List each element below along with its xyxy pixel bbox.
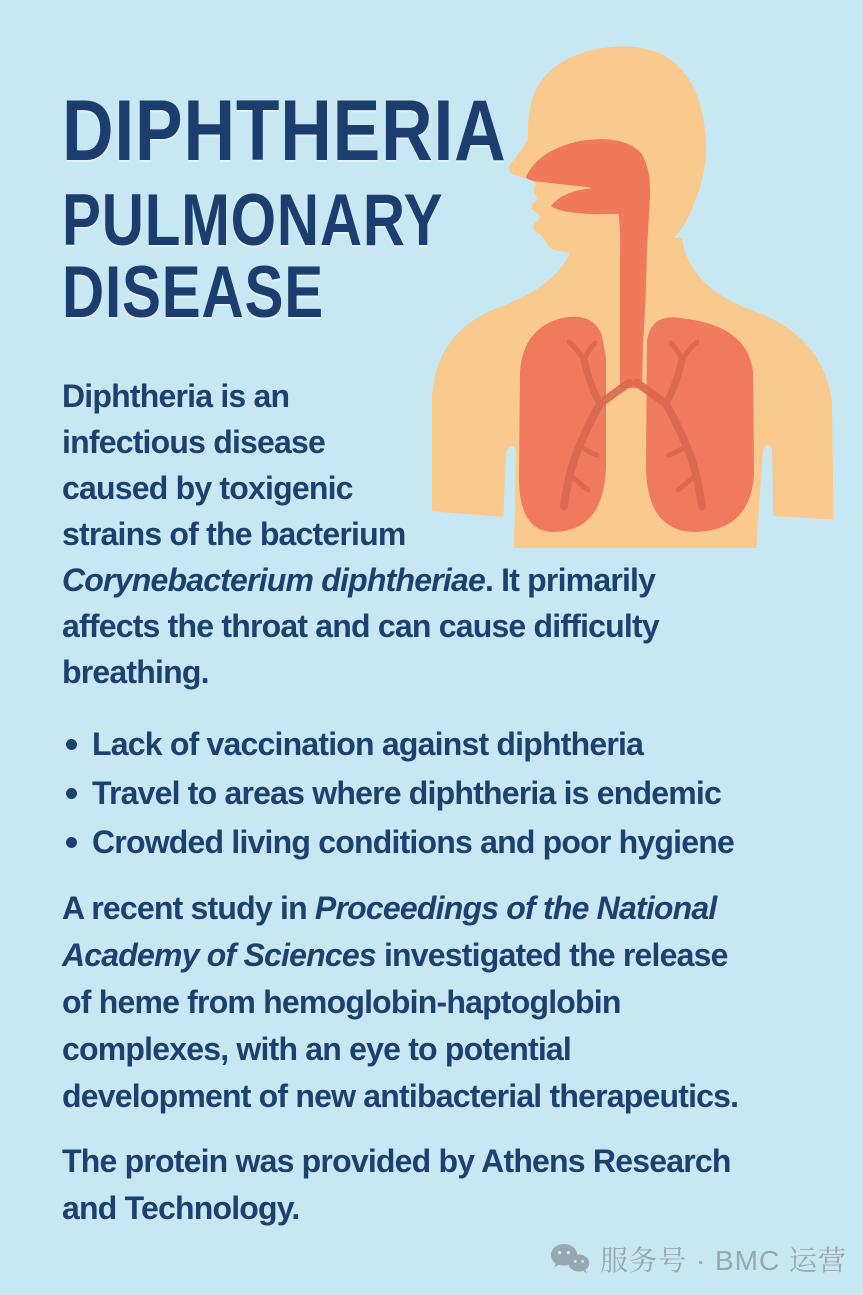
credit-paragraph [62,1138,731,1232]
subtitle-line-1: PULMONARY [62,180,444,261]
study-line: Academy of Sciences investigated the release [62,937,728,973]
study-line: complexes, with an eye to potential [62,1031,572,1067]
intro-line: caused by toxigenic [62,470,353,506]
credit-line: and Technology. [62,1190,300,1226]
study-paragraph [62,885,738,1120]
credit-line: The protein was provided by Athens Research [62,1143,731,1179]
intro-line: breathing. [62,654,209,690]
intro-line: Corynebacterium diphtheriae. It primarily [62,562,656,598]
bullet-icon [66,837,77,848]
list-item: Travel to areas where diphtheria is endemic [62,769,734,818]
study-line: of heme from hemoglobin-haptoglobin [62,984,621,1020]
study-line: development of new antibacterial therapeutics. [62,1078,739,1114]
watermark [550,1238,847,1280]
bullet-icon [66,739,77,750]
journal-name: Academy of Sciences [62,937,376,973]
species-name: Corynebacterium diphtheriae [62,562,485,598]
intro-line: infectious disease [62,424,326,460]
subtitle-line-2: DISEASE [62,252,324,333]
intro-line: strains of the bacterium [62,516,406,552]
wechat-icon [550,1242,590,1276]
list-item: Lack of vaccination against diphtheria [62,720,734,769]
watermark-label: 服务号 · BMC 运营 [600,1245,847,1276]
intro-line: Diphtheria is an [62,378,290,414]
list-item: Crowded living conditions and poor hygiene [62,818,734,867]
study-line: A recent study in Proceedings of the National [62,890,717,926]
intro-paragraph [62,373,659,695]
bullet-icon [66,788,77,799]
journal-name: Proceedings of the National [314,890,717,926]
risk-factor-list [62,720,734,867]
intro-line: affects the throat and can cause difficulty [62,608,659,644]
main-title: DIPHTHERIA [62,83,507,179]
